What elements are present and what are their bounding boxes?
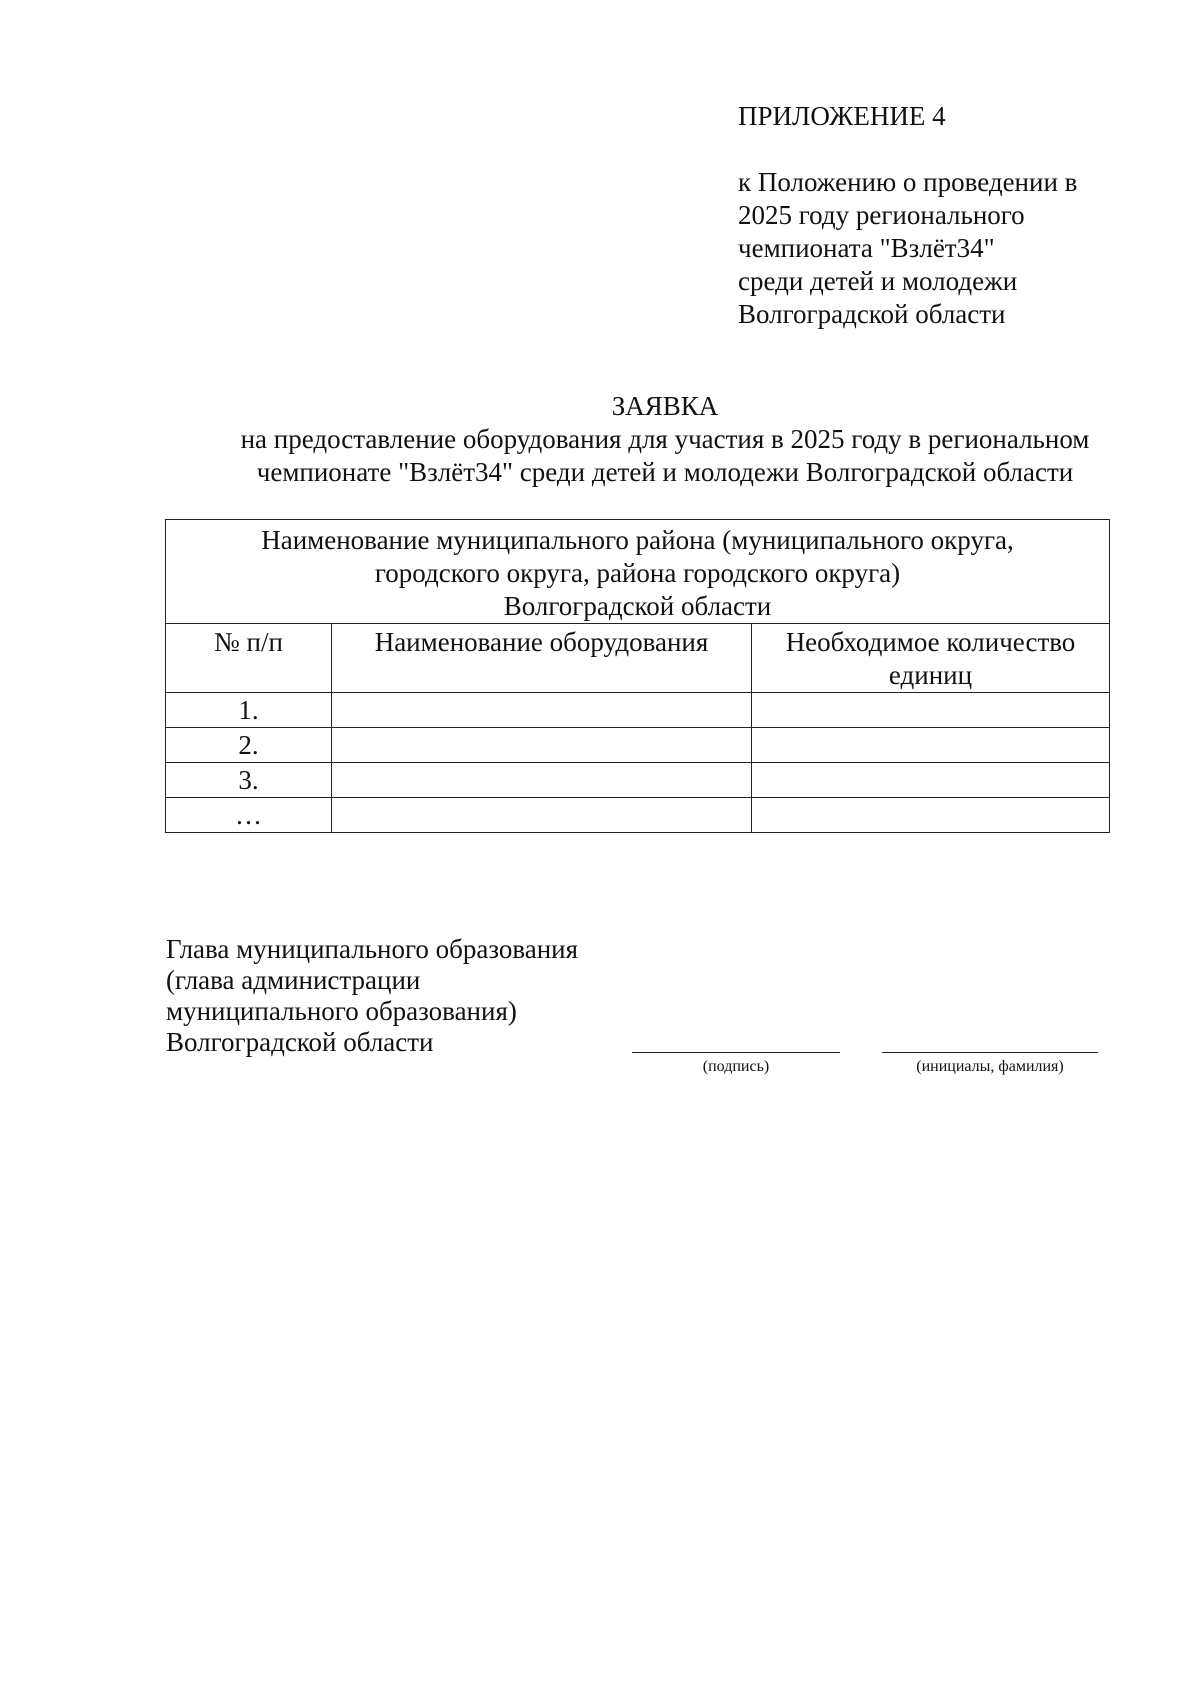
equipment-name-cell bbox=[332, 693, 752, 728]
row-number-cell: … bbox=[166, 798, 332, 833]
appendix-line: чемпионата "Взлёт34" bbox=[738, 233, 995, 263]
quantity-cell bbox=[752, 798, 1110, 833]
table-row bbox=[166, 798, 1110, 833]
table-row bbox=[166, 693, 1110, 728]
appendix-title: ПРИЛОЖЕНИЕ 4 bbox=[738, 101, 946, 131]
column-header-quantity: Необходимое количество единиц bbox=[752, 624, 1110, 693]
row-number-cell: 3. bbox=[166, 763, 332, 798]
region-header-line: Наименование муниципального района (муниципального округа, bbox=[261, 525, 1014, 555]
initials-rule bbox=[882, 1052, 1098, 1053]
application-subtitle-line: на предоставление оборудования для участия в 2025 году в региональном bbox=[240, 424, 1090, 454]
signatory-title-line: муниципального образования) bbox=[166, 996, 517, 1026]
appendix-line: 2025 году регионального bbox=[738, 200, 1025, 230]
signatory-block bbox=[166, 934, 686, 1058]
signature-caption: (подпись) bbox=[702, 1058, 770, 1075]
appendix-line: Волгоградской области bbox=[738, 299, 1006, 329]
signature-field bbox=[632, 1052, 840, 1077]
table-row bbox=[166, 728, 1110, 763]
signatory-title-line: (глава администрации bbox=[166, 965, 421, 995]
application-subtitle-line: чемпионате "Взлёт34" среди детей и молодежи Волгоградской области bbox=[256, 457, 1074, 487]
region-header-line: Волгоградской области bbox=[503, 591, 772, 621]
equipment-name-cell bbox=[332, 763, 752, 798]
appendix-line: среди детей и молодежи bbox=[738, 266, 1018, 296]
initials-caption: (инициалы, фамилия) bbox=[916, 1058, 1064, 1075]
appendix-line: к Положению о проведении в bbox=[738, 167, 1078, 197]
quantity-cell bbox=[752, 763, 1110, 798]
region-header-cell bbox=[166, 520, 1110, 624]
signatory-title-line: Глава муниципального образования bbox=[166, 934, 579, 964]
row-number-cell: 1. bbox=[166, 693, 332, 728]
signatory-title-line: Волгоградской области bbox=[166, 1027, 434, 1057]
column-header-equipment-name: Наименование оборудования bbox=[332, 624, 752, 693]
application-heading bbox=[120, 390, 1200, 489]
application-title: ЗАЯВКА bbox=[611, 391, 719, 421]
row-number-cell: 2. bbox=[166, 728, 332, 763]
column-header-number: № п/п bbox=[166, 624, 332, 693]
initials-field bbox=[882, 1052, 1098, 1077]
quantity-cell bbox=[752, 693, 1110, 728]
equipment-name-cell bbox=[332, 728, 752, 763]
table-row bbox=[166, 763, 1110, 798]
equipment-name-cell bbox=[332, 798, 752, 833]
equipment-table bbox=[165, 519, 1110, 833]
region-header-line: городского округа, района городского округа) bbox=[374, 558, 901, 588]
quantity-cell bbox=[752, 728, 1110, 763]
appendix-block bbox=[738, 100, 1158, 331]
signature-rule bbox=[632, 1052, 840, 1053]
